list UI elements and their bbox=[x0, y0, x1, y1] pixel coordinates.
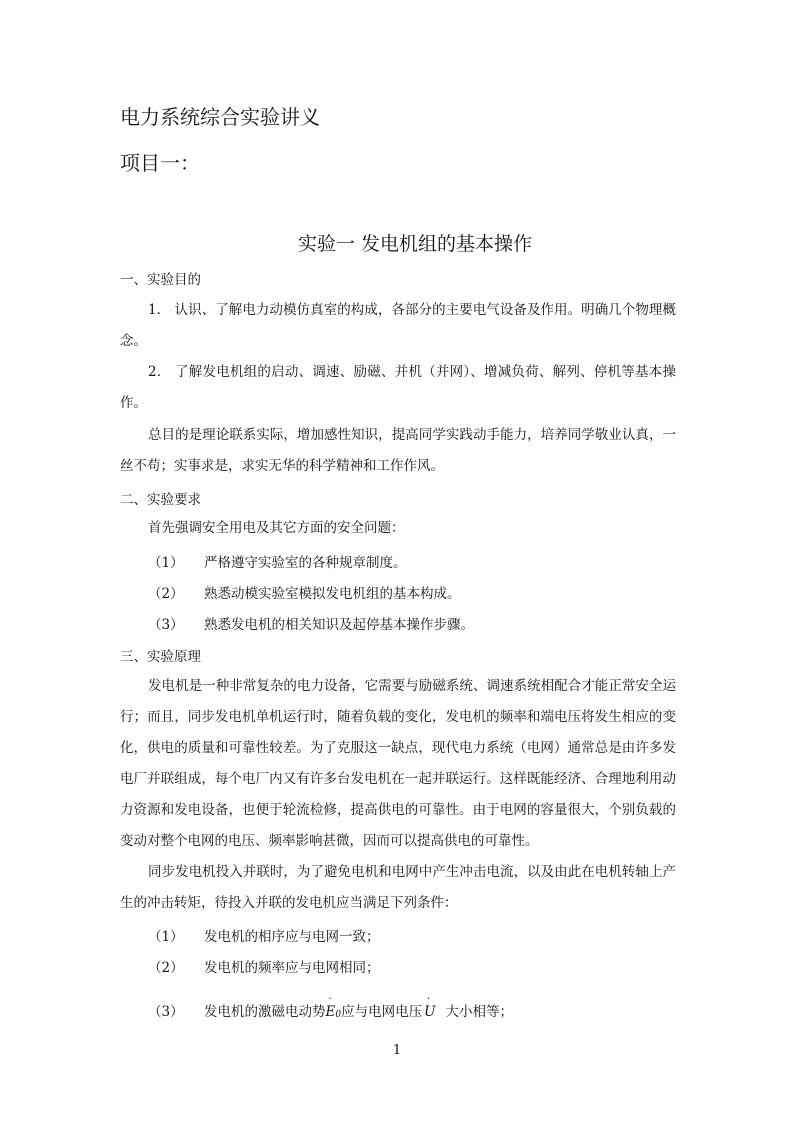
requirements-intro: 首先强调安全用电及其它方面的安全问题： bbox=[148, 520, 405, 536]
project-label: 项目一： bbox=[120, 151, 200, 175]
purpose-paragraph-3: 总目的是理论联系实际，增加感性知识，提高同学实践动手能力，培养同学敬业认真，一丝不苟；实事求是，求实无华的科学精神和工作作风。 bbox=[120, 427, 676, 474]
condition-item: （1） 发电机的相序应与电网一致； bbox=[148, 929, 380, 945]
emf-symbol: · E0 bbox=[325, 994, 342, 1020]
purpose-paragraph-2: 2． 了解发电机组的启动、调速、励磁、并机（并网）、增减负荷、解列、停机等基本操作。 bbox=[120, 364, 676, 411]
principle-paragraph-1: 发电机是一种非常复杂的电力设备，它需要与励磁系统、调速系统相配合才能正常安全运行；而且，同步发电机单机运行时，随着负载的变化，发电机的频率和端电压将发生相应的变化，供电的质量和可靠性较差。为了克服这一缺点，现代电力系统（电网）通常总是由许多发电厂并联组成，每个电厂内又有许多台发电机在一起并联运行。这样既能经济、合理地利用动力资源和发电设备，也便于轮流检修，提高供电的可靠性。由于电网的容量很大，个别负载的变动对整个电网的电压、频率影响甚微，因而可以提高供电的可靠性。 bbox=[120, 678, 676, 849]
section-heading-purpose: 一、实验目的 bbox=[120, 272, 201, 288]
principle-paragraph-2: 同步发电机投入并联时，为了避免电机和电网中产生冲击电流，以及由此在电机转轴上产生的冲击转矩，待投入并联的发电机应当满足下列条件： bbox=[120, 864, 676, 911]
experiment-title: 实验一 发电机组的基本操作 bbox=[297, 233, 533, 255]
requirement-item: （3） 熟悉发电机的相关知识及起停基本操作步骤。 bbox=[148, 617, 474, 633]
purpose-paragraph-1: 1． 认识、了解电力动模仿真室的构成，各部分的主要电气设备及作用。明确几个物理概念。 bbox=[120, 302, 676, 349]
section-heading-principle: 三、实验原理 bbox=[120, 649, 201, 665]
requirement-item: （1） 严格遵守实验室的各种规章制度。 bbox=[148, 555, 407, 571]
requirement-item: （2） 熟悉动模实验室模拟发电机组的基本构成。 bbox=[148, 586, 461, 602]
condition-item: （3） 发电机的激磁电动势 · E0应与电网电压 · U 大小相等； bbox=[148, 994, 513, 1020]
condition-item: （2） 发电机的频率应与电网相同； bbox=[148, 960, 380, 976]
page-number: 1 bbox=[392, 1043, 402, 1058]
section-heading-requirements: 二、实验要求 bbox=[120, 492, 201, 508]
document-title: 电力系统综合实验讲义 bbox=[120, 105, 320, 129]
voltage-symbol: · U bbox=[424, 994, 436, 1020]
